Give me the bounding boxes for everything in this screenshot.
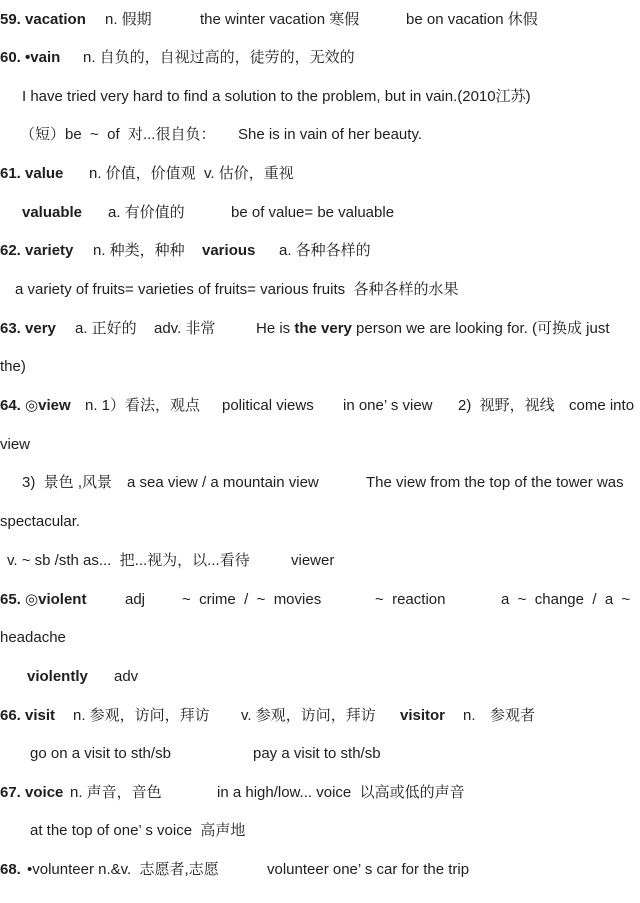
entry-segment (501, 589, 630, 611)
headword: 62. variety (0, 242, 74, 259)
entry-segment (490, 705, 535, 727)
entry-segment (83, 47, 355, 69)
entry-segment (0, 395, 71, 417)
entry-segment (70, 782, 162, 804)
entry-text: n. 声音，音色 (70, 784, 162, 801)
entry-segment (231, 202, 394, 224)
entry-text: at the top of one’ s voice 高声地 (30, 822, 246, 839)
entry-segment (7, 550, 250, 572)
entry-text: come into (569, 397, 635, 414)
entry-text: n. 种类，种种 (93, 242, 185, 259)
entry-text: person we are looking for. (可换成 just (351, 320, 610, 337)
entry-segment (200, 9, 359, 31)
entry-text: I have tried very hard to find a solution to the problem, but in vain.(2010江苏) (22, 88, 531, 105)
entry-segment (85, 395, 200, 417)
entry-segment (75, 318, 137, 340)
entry-segment (241, 705, 376, 727)
entry-segment (569, 395, 634, 417)
entry-text: （短）be ~ of 对...很自负： (20, 126, 216, 143)
entry-text: a. 各种各样的 (279, 242, 371, 259)
headword: violently (27, 668, 88, 685)
entry-text: n. 价值，价值观 v. 估价，重视 (89, 165, 294, 182)
entry-segment (0, 511, 80, 533)
entry-segment (400, 705, 445, 727)
entry-text: ~ crime / ~ movies (182, 591, 322, 608)
entry-segment (267, 859, 469, 881)
entry-line (0, 859, 640, 881)
entry-text: viewer (291, 552, 335, 569)
entry-segment (217, 782, 465, 804)
entry-segment (406, 9, 538, 31)
entry-line (0, 47, 640, 69)
entry-text: a sea view / a mountain view (127, 474, 319, 491)
entry-line (0, 666, 640, 688)
headword: 67. voice (0, 784, 64, 801)
entry-segment (30, 743, 171, 765)
entry-text: in one’ s view (343, 397, 433, 414)
entry-segment (114, 666, 138, 688)
entry-segment (256, 318, 610, 340)
entry-segment (366, 472, 624, 494)
entry-text: n. 参观，访问，拜访 (73, 707, 210, 724)
entry-text: v. 参观，访问，拜访 (241, 707, 376, 724)
entry-line (0, 356, 640, 378)
entry-line (0, 705, 640, 727)
entry-text: spectacular. (0, 513, 81, 530)
entry-segment (182, 589, 321, 611)
entry-line (0, 550, 640, 572)
entry-segment (0, 705, 55, 727)
entry-text: adv (114, 668, 139, 685)
entry-text: She is in vain of her beauty. (238, 126, 422, 143)
entry-text: •volunteer n.&v. 志愿者,志愿 (27, 861, 219, 878)
headword: 61. value (0, 165, 64, 182)
entry-line (0, 472, 640, 494)
entry-text: a variety of fruits= varieties of fruits= various fruits 各种各样的水果 (15, 281, 459, 298)
entry-text: headache (0, 629, 66, 646)
entry-line (0, 86, 640, 108)
entry-segment (93, 240, 185, 262)
entry-segment (463, 705, 476, 727)
entry-segment (0, 627, 66, 649)
headword: 66. visit (0, 707, 56, 724)
entry-text: n. 假期 (105, 11, 152, 28)
entry-segment (0, 163, 63, 185)
entry-segment (108, 202, 185, 224)
entry-segment (375, 589, 445, 611)
headword: various (202, 242, 256, 259)
headword: the very (294, 320, 352, 337)
entry-segment (15, 279, 458, 301)
entry-segment (0, 240, 73, 262)
entry-segment (279, 240, 371, 262)
entry-segment (343, 395, 433, 417)
headword: 68. (0, 861, 26, 878)
entry-text: pay a visit to sth/sb (253, 745, 381, 762)
entry-line (0, 511, 640, 533)
entry-segment (0, 782, 63, 804)
entry-text: go on a visit to sth/sb (30, 745, 171, 762)
entry-line (0, 782, 640, 804)
entry-line (0, 124, 640, 146)
headword: 64. ◎view (0, 397, 71, 414)
entry-segment (27, 666, 88, 688)
entry-text: n. 1）看法，观点 (85, 397, 201, 414)
entry-line (0, 9, 640, 31)
entry-text: a ~ change / a ~ (501, 591, 631, 608)
entry-line (0, 240, 640, 262)
entry-text: in a high/low... voice 以高或低的声音 (217, 784, 465, 801)
headword: 59. vacation (0, 11, 86, 28)
entry-line (0, 434, 640, 456)
entry-text: The view from the top of the tower was (366, 474, 624, 491)
headword: 65. ◎violent (0, 591, 87, 608)
entry-text: be of value= be valuable (231, 204, 395, 221)
entry-segment (127, 472, 319, 494)
entry-text: political views (222, 397, 314, 414)
entry-segment (30, 820, 245, 842)
entry-segment (22, 202, 82, 224)
entry-text: adv. 非常 (154, 320, 216, 337)
entry-line (0, 395, 640, 417)
entry-text: a. 有价值的 (108, 204, 185, 221)
entry-text: 参观者 (490, 707, 536, 724)
entry-segment (0, 318, 56, 340)
entry-segment (458, 395, 555, 417)
entry-segment (0, 859, 25, 881)
headword: visitor (400, 707, 446, 724)
entry-line (0, 202, 640, 224)
entry-text: the winter vacation 寒假 (200, 11, 360, 28)
entry-segment (22, 86, 531, 108)
entry-segment (202, 240, 255, 262)
entry-line (0, 743, 640, 765)
entry-text: volunteer one’ s car for the trip (267, 861, 470, 878)
entry-text: 2) 视野，视线 (458, 397, 555, 414)
entry-text: be on vacation 休假 (406, 11, 538, 28)
headword: 60. •vain (0, 49, 61, 66)
entry-line (0, 163, 640, 185)
entry-segment (238, 124, 422, 146)
entry-segment (20, 124, 215, 146)
entry-segment (0, 434, 30, 456)
entry-text: adj (125, 591, 146, 608)
entry-segment (22, 472, 112, 494)
entry-segment (0, 356, 26, 378)
entry-line (0, 589, 640, 611)
entry-segment (0, 9, 86, 31)
headword: 63. very (0, 320, 56, 337)
entry-text: He is (256, 320, 295, 337)
entry-segment (0, 589, 86, 611)
entry-segment (27, 859, 219, 881)
entry-segment (253, 743, 381, 765)
entry-text: v. ~ sb /sth as... 把...视为，以...看待 (7, 552, 250, 569)
entry-line (0, 318, 640, 340)
entry-text: n. 自负的，自视过高的，徒劳的，无效的 (83, 49, 355, 66)
entry-text: ~ reaction (375, 591, 446, 608)
entry-segment (89, 163, 294, 185)
entry-text: 3) 景色 ,风景 (22, 474, 113, 491)
entry-segment (125, 589, 145, 611)
entry-segment (222, 395, 314, 417)
entry-text: n. (463, 707, 476, 724)
entry-segment (0, 47, 60, 69)
entry-text: a. 正好的 (75, 320, 137, 337)
entry-segment (154, 318, 215, 340)
entry-line (0, 820, 640, 842)
entry-text: view (0, 436, 31, 453)
headword: valuable (22, 204, 83, 221)
entry-segment (291, 550, 334, 572)
entry-line (0, 627, 640, 649)
entry-segment (73, 705, 210, 727)
entry-segment (105, 9, 152, 31)
entry-text: the) (0, 358, 26, 375)
entry-line (0, 279, 640, 301)
